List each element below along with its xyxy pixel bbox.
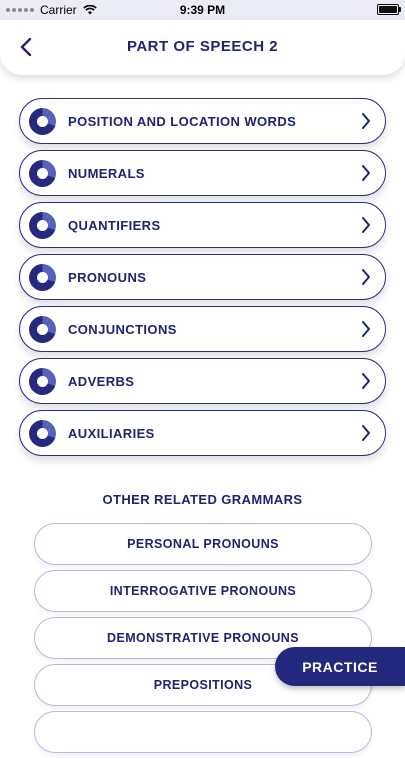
chevron-right-icon (361, 425, 371, 441)
topic-label: AUXILIARIES (68, 426, 155, 441)
related-item-prepositions[interactable]: PREPOSITIONS (34, 664, 372, 706)
battery-icon (377, 4, 399, 15)
topic-label: QUANTIFIERS (68, 218, 161, 233)
related-grammars-list (34, 523, 372, 758)
chevron-right-icon (361, 373, 371, 389)
related-item-personal-pronouns[interactable]: PERSONAL PRONOUNS (34, 523, 372, 565)
progress-ring-icon (29, 368, 56, 395)
progress-ring-icon (29, 160, 56, 187)
related-grammars-heading: OTHER RELATED GRAMMARS (102, 492, 303, 507)
related-item-demonstrative-pronouns[interactable]: DEMONSTRATIVE PRONOUNS (34, 617, 372, 659)
status-time: 9:39 PM (179, 3, 226, 17)
topic-item-position-and-location-words[interactable] (19, 98, 386, 144)
progress-ring-icon (29, 420, 56, 447)
related-item-interrogative-pronouns[interactable]: INTERROGATIVE PRONOUNS (34, 570, 372, 612)
topic-item-pronouns[interactable] (19, 254, 386, 300)
chevron-right-icon (361, 113, 371, 129)
chevron-right-icon (361, 165, 371, 181)
topic-label: POSITION AND LOCATION WORDS (68, 114, 297, 129)
status-bar (0, 0, 405, 20)
chevron-right-icon (361, 269, 371, 285)
page-title: PART OF SPEECH 2 (126, 38, 279, 55)
progress-ring-icon (29, 108, 56, 135)
related-item-partial[interactable] (34, 711, 372, 753)
carrier-label: Carrier (40, 3, 77, 17)
progress-ring-icon (29, 316, 56, 343)
topic-label: ADVERBS (68, 374, 135, 389)
topic-list (19, 98, 386, 462)
topic-label: CONJUNCTIONS (68, 322, 177, 337)
topic-item-adverbs[interactable] (19, 358, 386, 404)
header (0, 20, 405, 75)
topic-label: NUMERALS (68, 166, 145, 181)
topic-label: PRONOUNS (68, 270, 147, 285)
chevron-right-icon (361, 217, 371, 233)
progress-ring-icon (29, 212, 56, 239)
practice-button[interactable]: PRACTICE (275, 647, 405, 686)
chevron-right-icon (361, 321, 371, 337)
topic-item-conjunctions[interactable] (19, 306, 386, 352)
progress-ring-icon (29, 264, 56, 291)
topic-item-quantifiers[interactable] (19, 202, 386, 248)
topic-item-auxiliaries[interactable] (19, 410, 386, 456)
status-right (377, 4, 399, 15)
topic-item-numerals[interactable] (19, 150, 386, 196)
